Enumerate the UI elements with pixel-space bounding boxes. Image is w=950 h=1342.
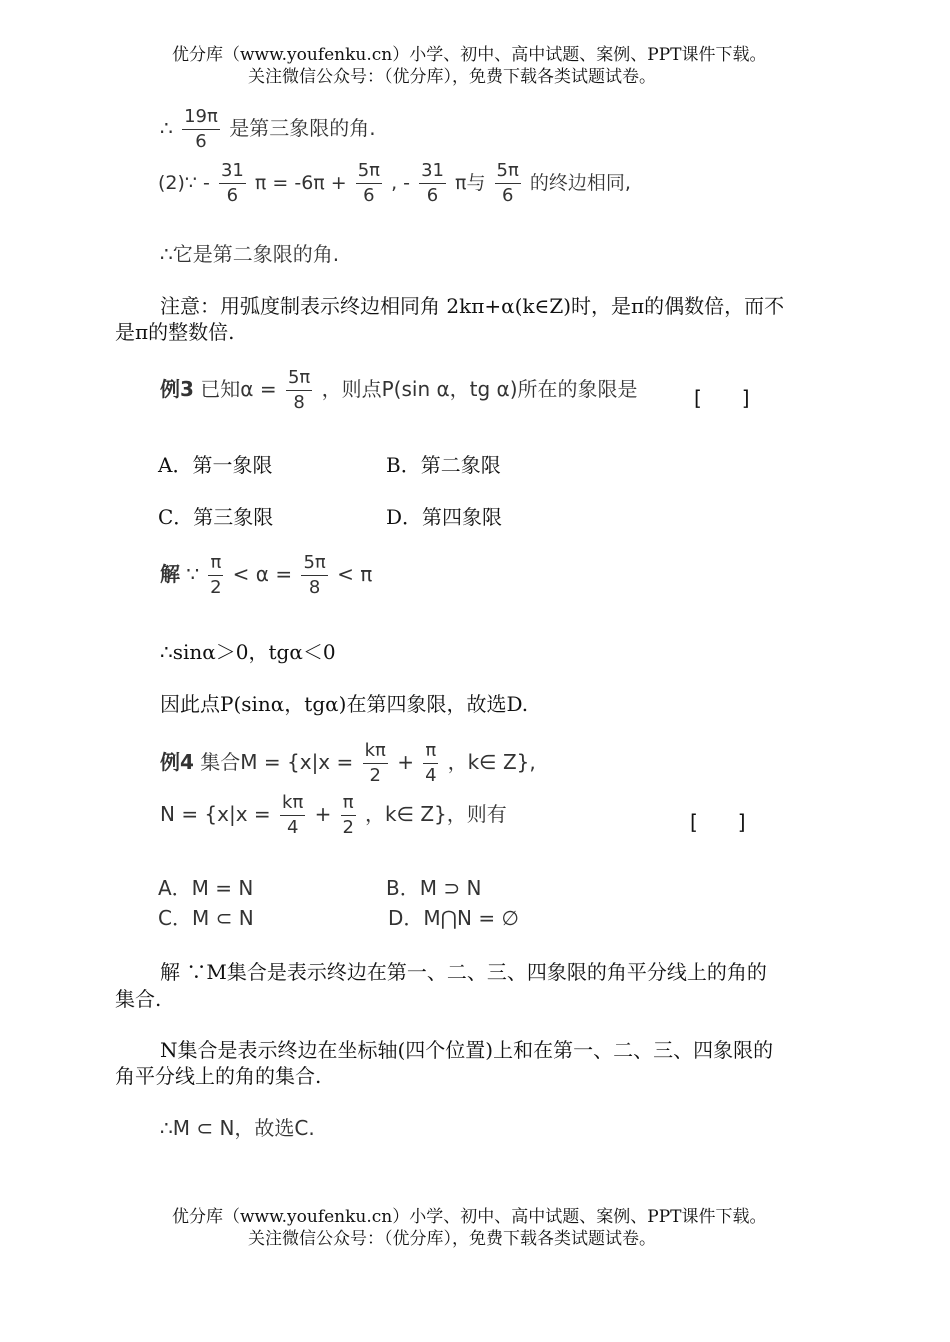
- fraction-denominator: 6: [501, 185, 514, 206]
- example-4-option-b: B．M ⊃ N: [386, 876, 482, 900]
- set-n-text-1: N = {x|x =: [160, 802, 271, 826]
- example-4-answer-bracket: [ ]: [690, 810, 746, 834]
- example-3-option-c: C．第三象限: [158, 505, 274, 529]
- set-m-text-1: 集合M = {x|x =: [200, 750, 354, 774]
- therefore-symbol: ∴: [160, 116, 173, 140]
- example-4-option-c: C．M ⊂ N: [158, 906, 254, 930]
- example-4-solution-line-1: 解 ∵M集合是表示终边在第一、二、三、四象限的角平分线上的角的: [160, 960, 767, 984]
- fraction-kpi-4: [280, 792, 305, 839]
- fraction-denominator: 6: [426, 185, 439, 206]
- set-m-text-2: ，k∈ Z},: [447, 750, 536, 774]
- example-3-solution-line-3: 因此点P(sinα，tgα)在第四象限，故选D.: [160, 692, 529, 716]
- fraction-numerator: kπ: [280, 792, 305, 816]
- set-n-text-2: ，k∈ Z}，则有: [365, 802, 507, 826]
- note-line-1: 注意：用弧度制表示终边相同角 2kπ+α(k∈Z)时，是π的偶数倍，而不: [160, 294, 785, 318]
- fraction-5pi-8: [286, 367, 312, 414]
- fraction-denominator: 6: [195, 131, 207, 152]
- line-1: [160, 106, 376, 153]
- fraction-pi-4: [423, 740, 438, 787]
- fraction-numerator: 5π: [301, 552, 327, 576]
- example-3-text-1: 已知α =: [200, 377, 277, 401]
- example-3-solution-line-2: ∴sinα＞0，tgα＜0: [160, 640, 336, 664]
- fraction-numerator: 5π: [495, 160, 521, 184]
- example-3-solution-line-1: [160, 552, 372, 599]
- fraction-denominator: 6: [226, 185, 239, 206]
- fraction-denominator: 4: [425, 765, 437, 786]
- fraction-numerator: π: [341, 792, 356, 816]
- line-2-prefix: (2)∵ -: [158, 172, 210, 194]
- example-3-text-2: ，则点P(sin α，tg α)所在的象限是: [321, 377, 638, 401]
- solution-mid: < α =: [232, 562, 293, 586]
- fraction-numerator: 5π: [356, 160, 382, 184]
- example-3-answer-bracket: [ ]: [694, 386, 750, 410]
- because-symbol: ∵: [186, 562, 200, 586]
- fraction-5pi-6-b: [495, 160, 521, 207]
- fraction-numerator: 31: [219, 160, 246, 184]
- example-4-solution-line-2: 集合.: [115, 987, 162, 1011]
- fraction-numerator: 5π: [286, 367, 312, 391]
- example-3-option-d: D．第四象限: [386, 505, 503, 529]
- line-1-text: 是第三象限的角.: [229, 116, 376, 140]
- fraction-kpi-2: [363, 740, 388, 787]
- fraction-pi-2: [208, 552, 223, 599]
- fraction-denominator: 2: [342, 817, 354, 838]
- fraction-5pi-6: [356, 160, 382, 207]
- example-4-solution-line-5: ∴M ⊂ N，故选C.: [160, 1116, 315, 1140]
- line-2: [158, 160, 631, 207]
- fraction-denominator: 2: [369, 765, 381, 786]
- fraction-numerator: π: [423, 740, 438, 764]
- example-3-option-a: A．第一象限: [158, 453, 273, 477]
- fraction-31-6: [219, 160, 246, 207]
- fraction-denominator: 6: [363, 185, 375, 206]
- line-3: ∴它是第二象限的角.: [160, 242, 340, 266]
- fraction-numerator: kπ: [363, 740, 388, 764]
- fraction-31-6-b: [419, 160, 446, 207]
- plus-sign: +: [397, 750, 415, 774]
- example-4-label: 例4: [160, 750, 194, 774]
- example-4-option-d: D．M⋂N = ∅: [388, 906, 519, 930]
- example-4-set-m: [160, 740, 536, 787]
- fraction-numerator: π: [208, 552, 223, 576]
- solution-label: 解: [160, 562, 180, 586]
- fraction-5pi-8-b: [301, 552, 327, 599]
- solution-end: < π: [337, 562, 373, 586]
- example-3-label: 例3: [160, 377, 194, 401]
- line-2-mid-1: π = -6π +: [254, 172, 347, 194]
- footer-line-1: 优分库（www.youfenku.cn）小学、初中、高中试题、案例、PPT课件下载。: [172, 1207, 767, 1227]
- header-line-1: 优分库（www.youfenku.cn）小学、初中、高中试题、案例、PPT课件下载。: [172, 45, 767, 65]
- fraction-denominator: 8: [293, 392, 305, 413]
- fraction-denominator: 8: [308, 577, 321, 598]
- line-2-suffix: 的终边相同,: [529, 172, 631, 194]
- example-4-solution-line-4: 角平分线上的角的集合.: [115, 1064, 322, 1088]
- fraction-denominator: 4: [286, 817, 299, 838]
- example-4-solution-line-3: N集合是表示终边在坐标轴(四个位置)上和在第一、二、三、四象限的: [160, 1038, 774, 1062]
- fraction-numerator: 31: [419, 160, 446, 184]
- plus-sign: +: [314, 802, 332, 826]
- header-line-2: 关注微信公众号：（优分库），免费下载各类试题试卷。: [248, 67, 656, 87]
- line-2-mid-2: , -: [391, 172, 411, 194]
- fraction-19pi-6: [182, 106, 220, 153]
- fraction-numerator: 19π: [182, 106, 220, 130]
- fraction-denominator: 2: [210, 577, 222, 598]
- example-4-set-n: [160, 792, 507, 839]
- example-3-option-b: B．第二象限: [386, 453, 501, 477]
- example-4-option-a: A．M = N: [158, 876, 254, 900]
- note-line-2: 是π的整数倍.: [115, 320, 235, 344]
- example-3-question: [160, 367, 638, 414]
- footer-line-2: 关注微信公众号：（优分库），免费下载各类试题试卷。: [248, 1229, 656, 1249]
- fraction-pi-2-b: [341, 792, 356, 839]
- line-2-mid-3: π与: [455, 172, 486, 194]
